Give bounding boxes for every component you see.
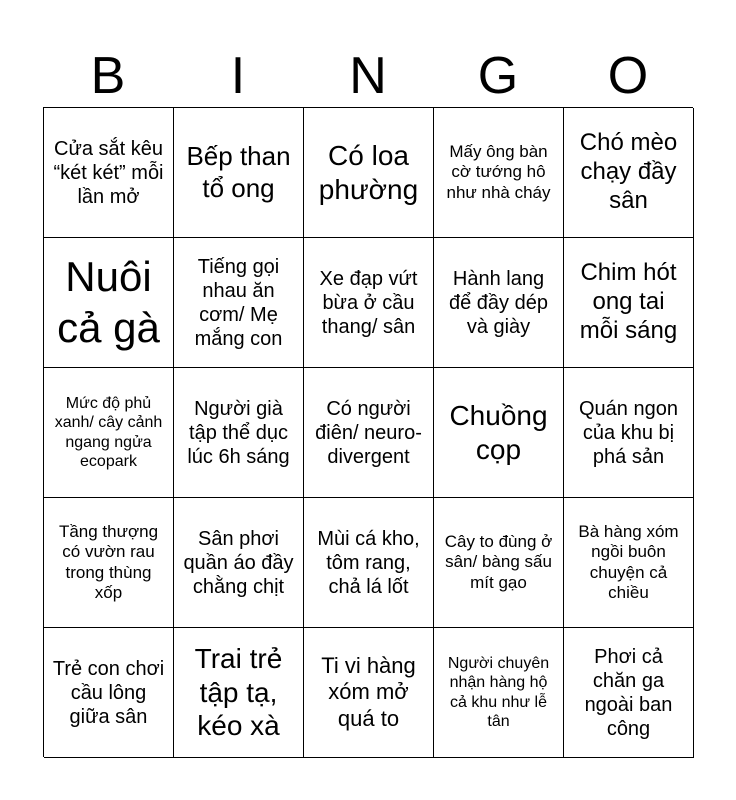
header-letter-g: G: [477, 47, 519, 105]
bingo-cell[interactable]: Trai trẻ tập tạ, kéo xà: [174, 628, 304, 758]
header-letter-b: B: [90, 47, 126, 105]
bingo-cell[interactable]: Chuồng cọp: [434, 368, 564, 498]
bingo-cell[interactable]: Xe đạp vứt bừa ở cầu thang/ sân: [304, 238, 434, 368]
bingo-cell[interactable]: Người chuyên nhận hàng hộ cả khu như lễ tân: [434, 628, 564, 758]
bingo-cell[interactable]: Phơi cả chăn ga ngoài ban công: [564, 628, 694, 758]
bingo-cell[interactable]: Ti vi hàng xóm mở quá to: [304, 628, 434, 758]
bingo-cell[interactable]: Trẻ con chơi cầu lông giữa sân: [44, 628, 174, 758]
bingo-cell[interactable]: Mức độ phủ xanh/ cây cảnh ngang ngửa ecopark: [44, 368, 174, 498]
header-letter-i: I: [230, 47, 246, 105]
bingo-cell[interactable]: Tiếng gọi nhau ăn cơm/ Mẹ mắng con: [174, 238, 304, 368]
bingo-cell[interactable]: Tầng thượng có vườn rau trong thùng xốp: [44, 498, 174, 628]
bingo-cell[interactable]: Cửa sắt kêu “két két” mỗi lần mở: [44, 108, 174, 238]
header-letter-o: O: [607, 47, 649, 105]
bingo-cell[interactable]: Có người điên/ neuro-divergent: [304, 368, 434, 498]
bingo-cell[interactable]: Hành lang để đầy dép và giày: [434, 238, 564, 368]
bingo-cell[interactable]: Có loa phường: [304, 108, 434, 238]
bingo-cell[interactable]: Chó mèo chạy đầy sân: [564, 108, 694, 238]
bingo-grid: [43, 107, 693, 757]
bingo-cell[interactable]: Người già tập thể dục lúc 6h sáng: [174, 368, 304, 498]
bingo-cell[interactable]: Cây to đùng ở sân/ bàng sấu mít gạo: [434, 498, 564, 628]
bingo-cell[interactable]: Mấy ông bàn cờ tướng hô như nhà cháy: [434, 108, 564, 238]
bingo-cell[interactable]: Sân phơi quần áo đầy chằng chịt: [174, 498, 304, 628]
bingo-cell[interactable]: Mùi cá kho, tôm rang, chả lá lốt: [304, 498, 434, 628]
header-letter-n: N: [349, 47, 387, 105]
bingo-cell[interactable]: Bà hàng xóm ngồi buôn chuyện cả chiều: [564, 498, 694, 628]
bingo-cell[interactable]: Quán ngon của khu bị phá sản: [564, 368, 694, 498]
bingo-cell[interactable]: Bếp than tổ ong: [174, 108, 304, 238]
bingo-header: [43, 46, 693, 106]
bingo-cell[interactable]: Nuôi cả gà: [44, 238, 174, 368]
bingo-cell[interactable]: Chim hót ong tai mỗi sáng: [564, 238, 694, 368]
